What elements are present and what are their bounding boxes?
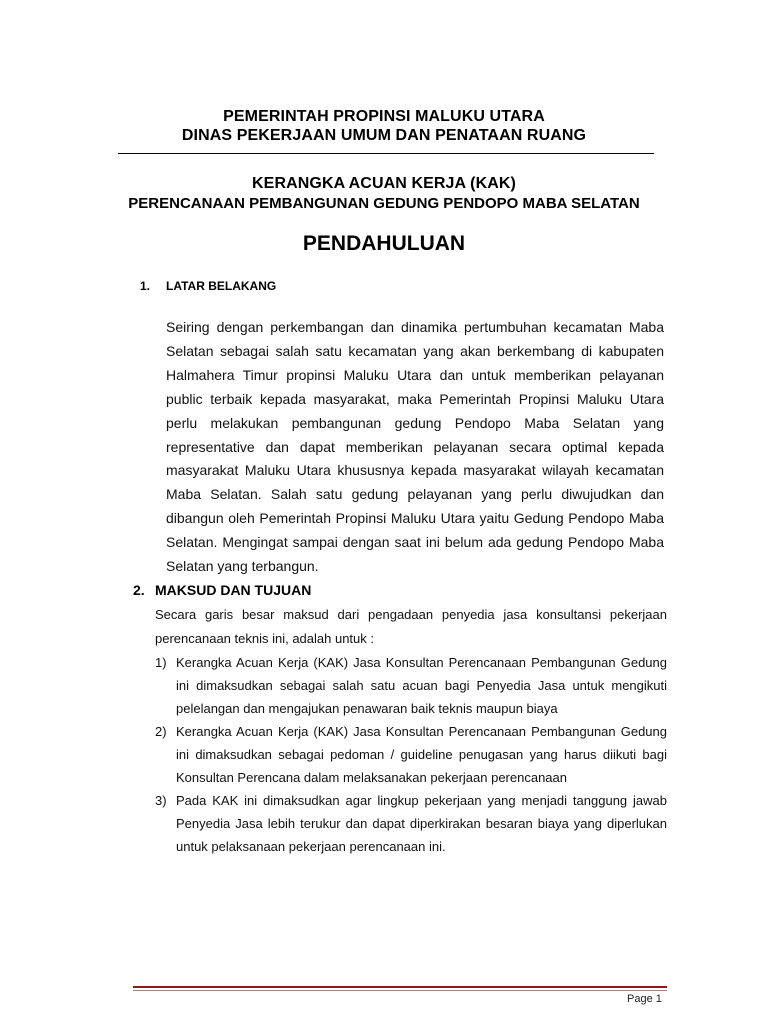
document-title: KERANGKA ACUAN KERJA (KAK)	[252, 175, 516, 192]
section-1-paragraph: Seiring dengan perkembangan dan dinamika pertumbuhan kecamatan Maba Selatan sebagai salah satu kecamatan yang akan berkembang di kabupaten Halmahera Timur propinsi Maluku Utara dan untuk memberikan pelayanan public terbaik kepada masyarakat, maka Pemerintah Propinsi Maluku Utara perlu melakukan pembangunan gedung Pendopo Maba Selatan yang representative dan dapat memberikan pelayanan secara optimal kepada masyarakat Maluku Utara khususnya kepada masyarakat wilayah kecamatan Maba Selatan. Salah satu gedung pelayanan yang perlu diwujudkan dan dibangun oleh Pemerintah Propinsi Maluku Utara yaitu Gedung Pendopo Maba Selatan. Mengingat sampai dengan saat ini belum ada gedung Pendopo Maba Selatan yang terbangun.	[166, 319, 664, 575]
department-name: DINAS PEKERJAAN UMUM DAN PENATAAN RUANG	[181, 127, 587, 144]
section-1-number: 1.	[140, 279, 151, 293]
list-item-number: 2)	[155, 724, 167, 739]
footer-rule	[133, 986, 667, 988]
list-item	[155, 720, 667, 789]
list-item-number: 3)	[155, 793, 167, 808]
agency-name: PEMERINTAH PROPINSI MALUKU UTARA	[223, 108, 545, 125]
header-divider	[118, 153, 654, 154]
list-item-text: Kerangka Acuan Kerja (KAK) Jasa Konsultan Perencanaan Pembangunan Gedung ini dimaksudkan sebagai salah satu acuan bagi Penyedia Jasa untuk mengikuti pelelangan dan mengajukan penawaran baik teknis maupun biaya	[176, 655, 667, 716]
section-2-intro: Secara garis besar maksud dari pengadaan penyedia jasa konsultansi pekerjaan perencanaan teknis ini, adalah untuk :	[155, 607, 667, 646]
document-subtitle: PERENCANAAN PEMBANGUNAN GEDUNG PENDOPO MABA SELATAN	[128, 195, 640, 212]
section-2-number: 2.	[133, 582, 145, 598]
section-2-title: MAKSUD DAN TUJUAN	[155, 582, 312, 598]
footer-rule-thin	[133, 990, 667, 991]
list-item-text: Kerangka Acuan Kerja (KAK) Jasa Konsultan Perencanaan Pembangunan Gedung ini dimaksudkan sebagai pedoman / guideline penugasan yang harus diikuti bagi Konsultan Perencana dalam melaksanakan pekerjaan perencanaan	[176, 724, 667, 785]
section-1-title: LATAR BELAKANG	[166, 279, 277, 293]
section-1-heading	[140, 279, 276, 293]
list-item	[155, 651, 667, 720]
list-item	[155, 789, 667, 858]
list-item-number: 1)	[155, 655, 167, 670]
page-number: Page 1	[627, 993, 662, 1005]
chapter-title: PENDAHULUAN	[302, 232, 466, 255]
list-item-text: Pada KAK ini dimaksudkan agar lingkup pekerjaan yang menjadi tanggung jawab Penyedia Jasa lebih terukur dan dapat diperkirakan besaran biaya yang diperlukan untuk pelaksanaan pekerjaan perencanaan ini.	[176, 793, 667, 854]
section-2-heading	[133, 582, 311, 598]
